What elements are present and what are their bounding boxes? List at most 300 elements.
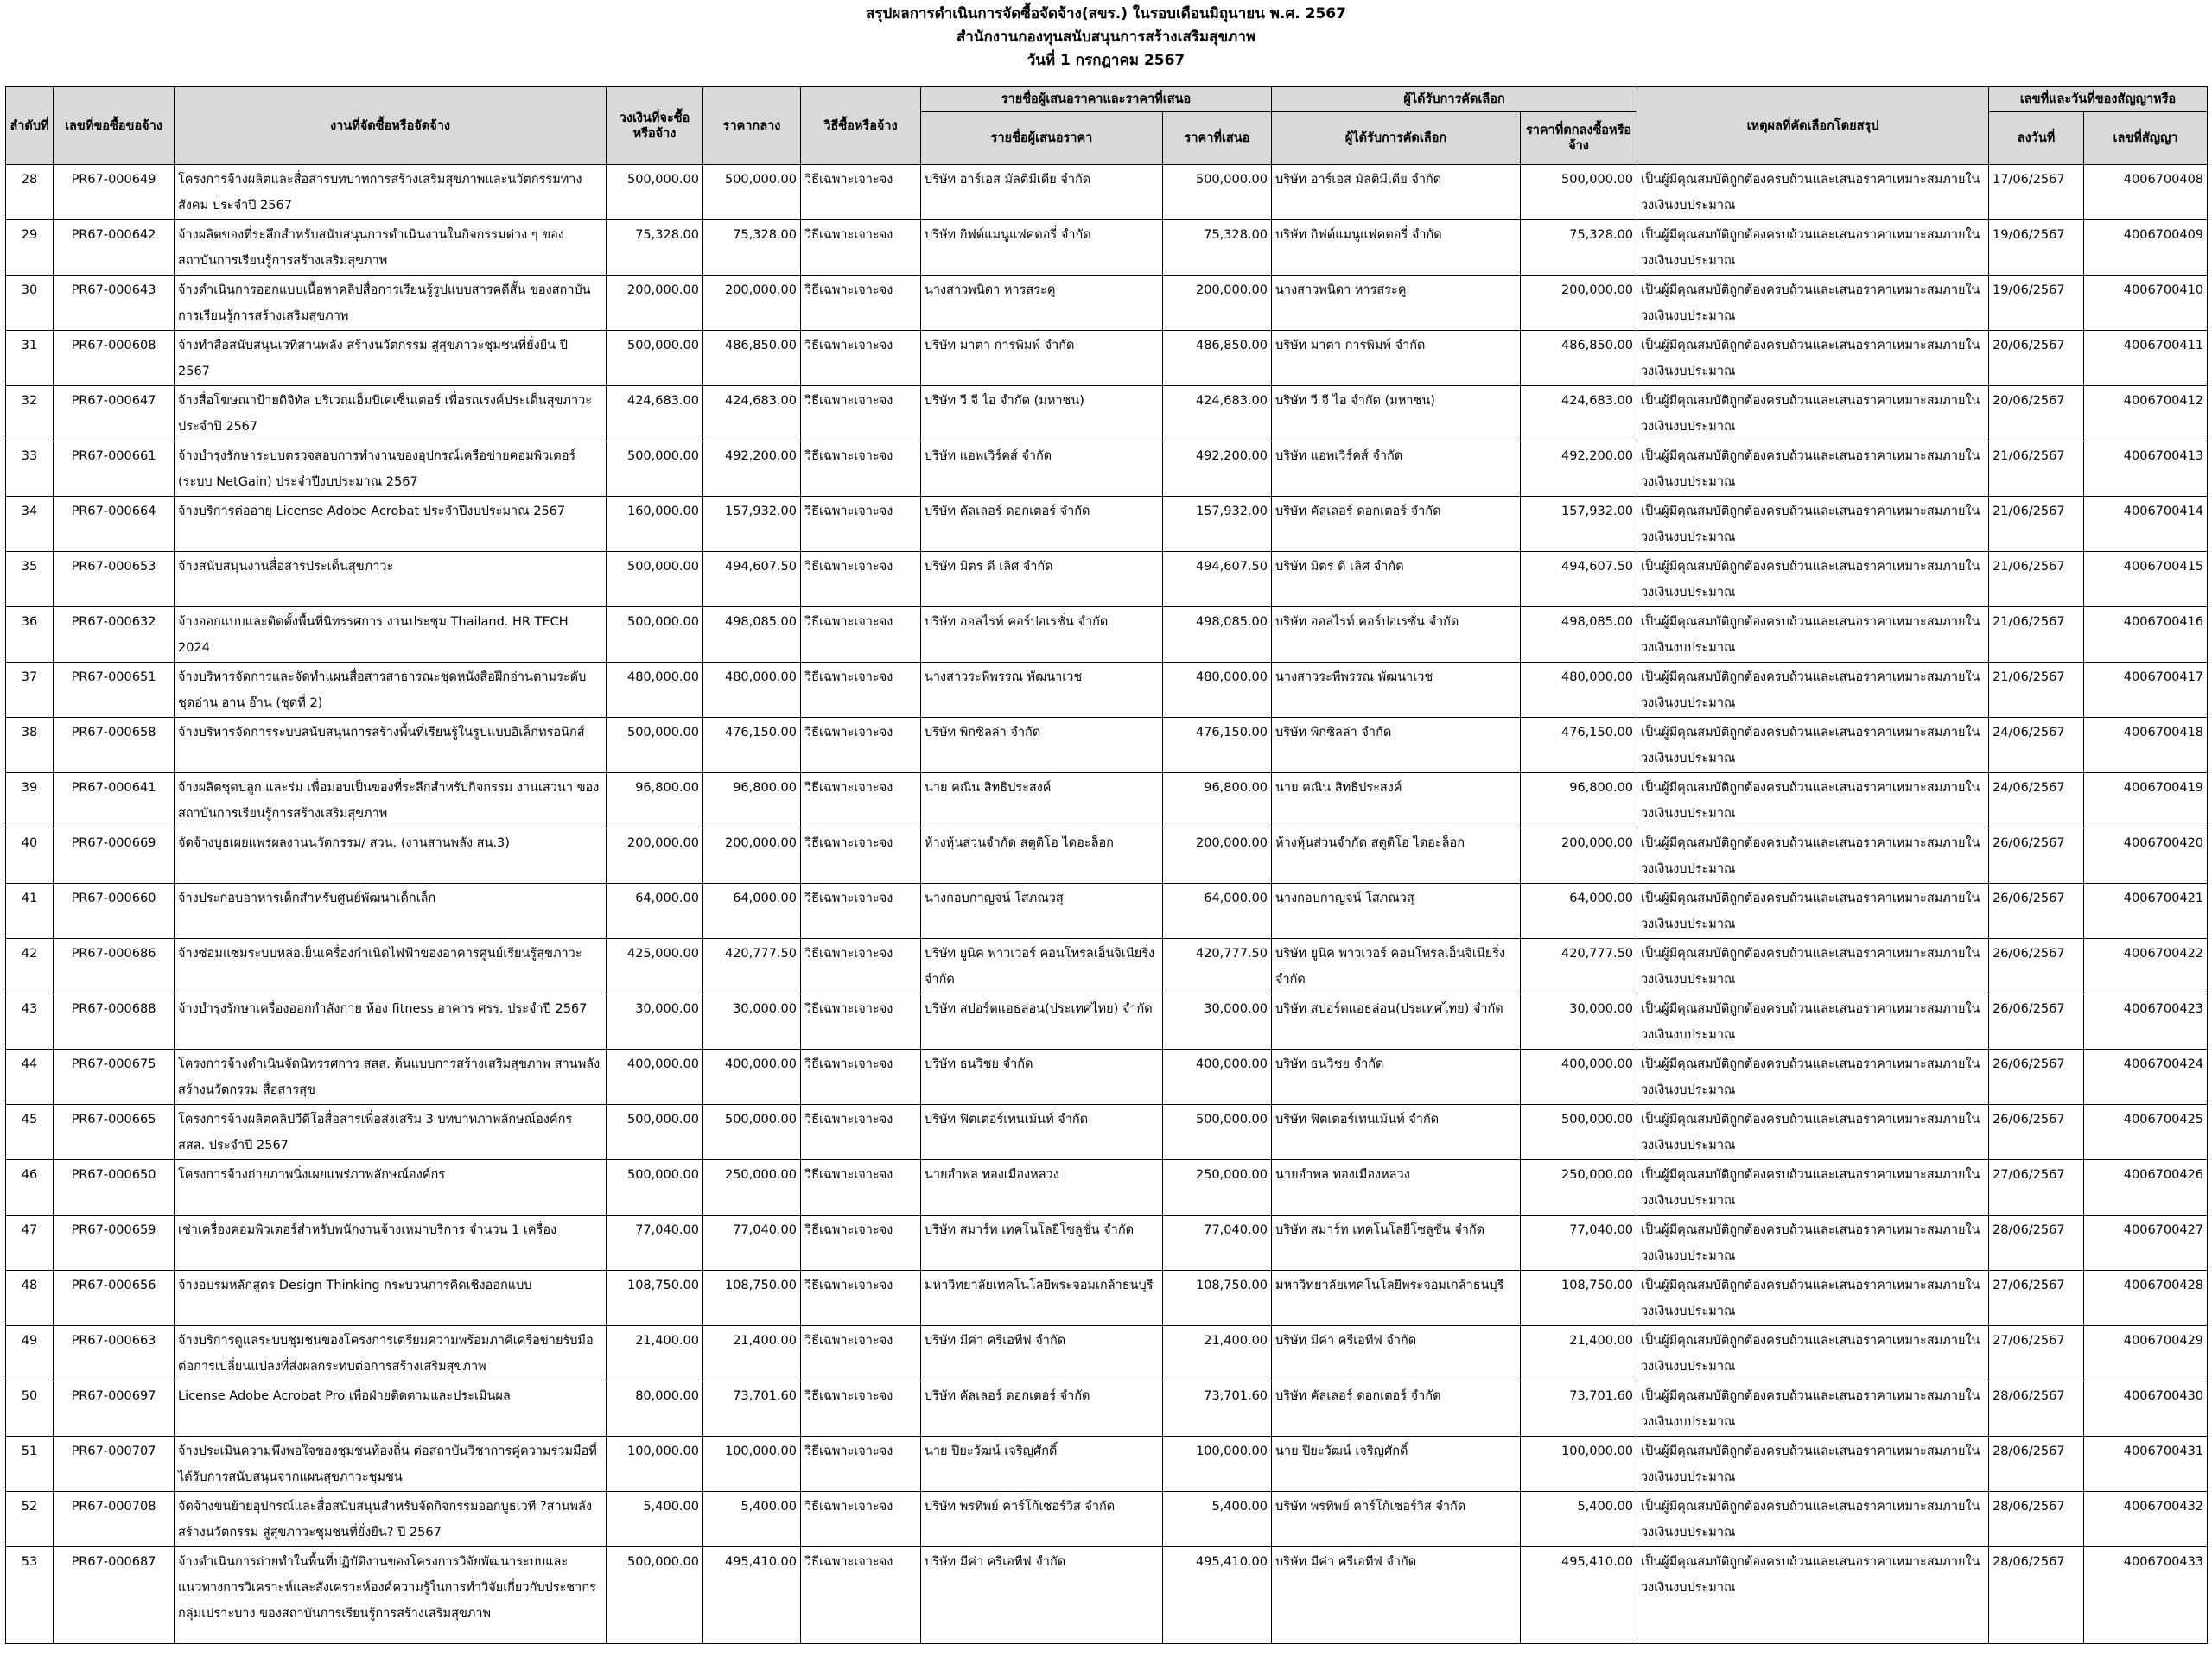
row-bid-price: 200,000.00 (1163, 828, 1272, 884)
row-bidder: นาย คณิน สิทธิประสงค์ (921, 773, 1163, 828)
row-reason: เป็นผู้มีคุณสมบัติถูกต้องครบถ้วนและเสนอราคาเหมาะสมภายในวงเงินงบประมาณ (1637, 497, 1989, 552)
row-contract-number: 4006700410 (2084, 276, 2208, 331)
row-bid-price: 400,000.00 (1163, 1050, 1272, 1105)
row-bidder: บริษัท สมาร์ท เทคโนโลยีโซลูชั่น จำกัด (921, 1216, 1163, 1271)
row-bid-price: 486,850.00 (1163, 331, 1272, 386)
row-item: จ้างบำรุงรักษาเครื่องออกกำลังกาย ห้อง fitness อาคาร ศรร. ประจำปี 2567 (175, 994, 607, 1050)
row-item: จ้างบำรุงรักษาระบบตรวจสอบการทำงานของอุปกรณ์เครือข่ายคอมพิวเตอร์ (ระบบ NetGain) ประจำปีงบประมาณ 2567 (175, 441, 607, 497)
row-bid-price: 100,000.00 (1163, 1437, 1272, 1492)
row-reason: เป็นผู้มีคุณสมบัติถูกต้องครบถ้วนและเสนอราคาเหมาะสมภายในวงเงินงบประมาณ (1637, 552, 1989, 607)
row-contract-number: 4006700412 (2084, 386, 2208, 441)
row-method: วิธีเฉพาะเจาะจง (801, 165, 921, 220)
row-method: วิธีเฉพาะเจาะจง (801, 1050, 921, 1105)
row-median-price: 492,200.00 (703, 441, 801, 497)
row-agreed-price: 30,000.00 (1521, 994, 1637, 1050)
row-selected: บริษัท คัลเลอร์ ดอกเตอร์ จำกัด (1272, 497, 1521, 552)
row-agreed-price: 96,800.00 (1521, 773, 1637, 828)
row-median-price: 480,000.00 (703, 663, 801, 718)
table-row (6, 1271, 2208, 1326)
row-bid-price: 498,085.00 (1163, 607, 1272, 663)
row-bidder: บริษัท คัลเลอร์ ดอกเตอร์ จำกัด (921, 497, 1163, 552)
row-method: วิธีเฉพาะเจาะจง (801, 607, 921, 663)
row-median-price: 476,150.00 (703, 718, 801, 773)
row-agreed-price: 200,000.00 (1521, 828, 1637, 884)
row-reason: เป็นผู้มีคุณสมบัติถูกต้องครบถ้วนและเสนอราคาเหมาะสมภายในวงเงินงบประมาณ (1637, 1271, 1989, 1326)
row-method: วิธีเฉพาะเจาะจง (801, 994, 921, 1050)
row-no: 51 (6, 1437, 54, 1492)
row-bid-price: 30,000.00 (1163, 994, 1272, 1050)
row-bidder: นางสาวพนิดา หารสระคู (921, 276, 1163, 331)
row-method: วิธีเฉพาะเจาะจง (801, 497, 921, 552)
row-selected: บริษัท กิฟต์แมนูแฟคตอรี่ จำกัด (1272, 220, 1521, 276)
row-signed-date: 28/06/2567 (1989, 1492, 2084, 1547)
row-budget: 77,040.00 (607, 1216, 703, 1271)
row-median-price: 100,000.00 (703, 1437, 801, 1492)
row-no: 32 (6, 386, 54, 441)
row-pr-number: PR67-000687 (54, 1547, 175, 1644)
col-pr-header: เลขที่ขอซื้อขอจ้าง (54, 87, 175, 165)
row-agreed-price: 400,000.00 (1521, 1050, 1637, 1105)
row-signed-date: 26/06/2567 (1989, 1050, 2084, 1105)
row-budget: 108,750.00 (607, 1271, 703, 1326)
row-bidder: นางสาวระพีพรรณ พัฒนาเวช (921, 663, 1163, 718)
row-reason: เป็นผู้มีคุณสมบัติถูกต้องครบถ้วนและเสนอราคาเหมาะสมภายในวงเงินงบประมาณ (1637, 1326, 1989, 1381)
row-item: เช่าเครื่องคอมพิวเตอร์สำหรับพนักงานจ้างเหมาบริการ จำนวน 1 เครื่อง (175, 1216, 607, 1271)
table-row (6, 1547, 2208, 1644)
row-agreed-price: 64,000.00 (1521, 884, 1637, 939)
row-reason: เป็นผู้มีคุณสมบัติถูกต้องครบถ้วนและเสนอราคาเหมาะสมภายในวงเงินงบประมาณ (1637, 441, 1989, 497)
row-item: โครงการจ้างผลิตคลิปวีดีโอสื่อสารเพื่อส่งเสริม 3 บทบาทภาพลักษณ์องค์กร สสส. ประจำปี 2567 (175, 1105, 607, 1160)
row-median-price: 500,000.00 (703, 1105, 801, 1160)
row-no: 35 (6, 552, 54, 607)
row-median-price: 486,850.00 (703, 331, 801, 386)
row-pr-number: PR67-000661 (54, 441, 175, 497)
row-method: วิธีเฉพาะเจาะจง (801, 663, 921, 718)
row-bidder: บริษัท ธนวิชย จำกัด (921, 1050, 1163, 1105)
row-signed-date: 26/06/2567 (1989, 939, 2084, 994)
row-reason: เป็นผู้มีคุณสมบัติถูกต้องครบถ้วนและเสนอราคาเหมาะสมภายในวงเงินงบประมาณ (1637, 1381, 1989, 1437)
row-budget: 200,000.00 (607, 828, 703, 884)
col-contract-header: เลขที่สัญญา (2084, 112, 2208, 165)
row-signed-date: 21/06/2567 (1989, 441, 2084, 497)
row-budget: 200,000.00 (607, 276, 703, 331)
row-method: วิธีเฉพาะเจาะจง (801, 939, 921, 994)
row-item: จ้างผลิตชุดปลูก และร่ม เพื่อมอบเป็นของที่ระลึกสำหรับกิจกรรม งานเสวนา ของสถาบันการเรียนรู้การสร้างเสริมสุขภาพ (175, 773, 607, 828)
row-reason: เป็นผู้มีคุณสมบัติถูกต้องครบถ้วนและเสนอราคาเหมาะสมภายในวงเงินงบประมาณ (1637, 773, 1989, 828)
row-item: จ้างบริการต่ออายุ License Adobe Acrobat ประจำปีงบประมาณ 2567 (175, 497, 607, 552)
row-median-price: 494,607.50 (703, 552, 801, 607)
row-selected: บริษัท มาตา การพิมพ์ จำกัด (1272, 331, 1521, 386)
table-row (6, 441, 2208, 497)
row-contract-number: 4006700422 (2084, 939, 2208, 994)
row-agreed-price: 157,932.00 (1521, 497, 1637, 552)
row-agreed-price: 200,000.00 (1521, 276, 1637, 331)
table-row (6, 994, 2208, 1050)
row-contract-number: 4006700417 (2084, 663, 2208, 718)
row-contract-number: 4006700413 (2084, 441, 2208, 497)
row-median-price: 157,932.00 (703, 497, 801, 552)
row-contract-number: 4006700418 (2084, 718, 2208, 773)
row-reason: เป็นผู้มีคุณสมบัติถูกต้องครบถ้วนและเสนอราคาเหมาะสมภายในวงเงินงบประมาณ (1637, 884, 1989, 939)
col-date-header: ลงวันที่ (1989, 112, 2084, 165)
row-bidder: ห้างหุ้นส่วนจำกัด สตูดิโอ ไดอะล็อก (921, 828, 1163, 884)
row-budget: 64,000.00 (607, 884, 703, 939)
row-method: วิธีเฉพาะเจาะจง (801, 773, 921, 828)
row-selected: บริษัท แอพเวิร์คส์ จำกัด (1272, 441, 1521, 497)
row-method: วิธีเฉพาะเจาะจง (801, 552, 921, 607)
row-bidder: บริษัท ออลไรท์ คอร์ปอเรชั่น จำกัด (921, 607, 1163, 663)
row-budget: 30,000.00 (607, 994, 703, 1050)
row-bid-price: 500,000.00 (1163, 1105, 1272, 1160)
row-item: จ้างประเมินความพึงพอใจของชุมชนท้องถิ่น ต่อสถาบันวิชาการคู่ความร่วมมือที่ได้รับการสนับสนุนจากแผนสุขภาวะชุมชน (175, 1437, 607, 1492)
row-median-price: 77,040.00 (703, 1216, 801, 1271)
row-selected: นาย ปิยะวัฒน์ เจริญศักดิ์ (1272, 1437, 1521, 1492)
row-contract-number: 4006700420 (2084, 828, 2208, 884)
row-item: จัดจ้างบูธเผยแพร่ผลงานนวัตกรรม/ สวน. (งานสานพลัง สน.3) (175, 828, 607, 884)
row-item: จ้างผลิตของที่ระลึกสำหรับสนับสนุนการดำเนินงานในกิจกรรมต่าง ๆ ของสถาบันการเรียนรู้การสร้างเสริมสุขภาพ (175, 220, 607, 276)
row-no: 42 (6, 939, 54, 994)
row-pr-number: PR67-000632 (54, 607, 175, 663)
row-agreed-price: 250,000.00 (1521, 1160, 1637, 1216)
row-signed-date: 21/06/2567 (1989, 497, 2084, 552)
row-bid-price: 492,200.00 (1163, 441, 1272, 497)
row-median-price: 75,328.00 (703, 220, 801, 276)
col-contract-group-header: เลขที่และวันที่ของสัญญาหรือ (1989, 87, 2208, 112)
row-pr-number: PR67-000643 (54, 276, 175, 331)
row-method: วิธีเฉพาะเจาะจง (801, 1105, 921, 1160)
row-bidder: บริษัท มาตา การพิมพ์ จำกัด (921, 331, 1163, 386)
table-header (6, 87, 2208, 165)
row-reason: เป็นผู้มีคุณสมบัติถูกต้องครบถ้วนและเสนอราคาเหมาะสมภายในวงเงินงบประมาณ (1637, 1216, 1989, 1271)
row-contract-number: 4006700416 (2084, 607, 2208, 663)
row-bidder: บริษัท มีค่า ครีเอทีฟ จำกัด (921, 1547, 1163, 1644)
row-pr-number: PR67-000641 (54, 773, 175, 828)
row-agreed-price: 480,000.00 (1521, 663, 1637, 718)
row-budget: 500,000.00 (607, 718, 703, 773)
row-bidder: นางกอบกาญจน์ โสภณวสุ (921, 884, 1163, 939)
row-signed-date: 27/06/2567 (1989, 1326, 2084, 1381)
row-budget: 500,000.00 (607, 607, 703, 663)
row-signed-date: 27/06/2567 (1989, 1160, 2084, 1216)
row-contract-number: 4006700415 (2084, 552, 2208, 607)
row-pr-number: PR67-000688 (54, 994, 175, 1050)
row-no: 38 (6, 718, 54, 773)
col-item-header: งานที่จัดซื้อหรือจัดจ้าง (175, 87, 607, 165)
row-signed-date: 19/06/2567 (1989, 220, 2084, 276)
table-row (6, 1381, 2208, 1437)
table-row (6, 1216, 2208, 1271)
row-reason: เป็นผู้มีคุณสมบัติถูกต้องครบถ้วนและเสนอราคาเหมาะสมภายในวงเงินงบประมาณ (1637, 331, 1989, 386)
row-contract-number: 4006700423 (2084, 994, 2208, 1050)
row-budget: 500,000.00 (607, 1547, 703, 1644)
row-budget: 425,000.00 (607, 939, 703, 994)
table-row (6, 718, 2208, 773)
row-contract-number: 4006700426 (2084, 1160, 2208, 1216)
row-item: จ้างทำสื่อสนับสนุนเวทีสานพลัง สร้างนวัตกรรม สู่สุขภาวะชุมชนที่ยั่งยืน ปี 2567 (175, 331, 607, 386)
row-agreed-price: 21,400.00 (1521, 1326, 1637, 1381)
row-bid-price: 73,701.60 (1163, 1381, 1272, 1437)
row-reason: เป็นผู้มีคุณสมบัติถูกต้องครบถ้วนและเสนอราคาเหมาะสมภายในวงเงินงบประมาณ (1637, 165, 1989, 220)
row-pr-number: PR67-000608 (54, 331, 175, 386)
row-agreed-price: 100,000.00 (1521, 1437, 1637, 1492)
row-contract-number: 4006700409 (2084, 220, 2208, 276)
row-budget: 500,000.00 (607, 441, 703, 497)
row-signed-date: 20/06/2567 (1989, 331, 2084, 386)
row-item: จ้างสนับสนุนงานสื่อสารประเด็นสุขภาวะ (175, 552, 607, 607)
row-selected: บริษัท ยูนิค พาวเวอร์ คอนโทรลเอ็นจิเนียริ่ง จำกัด (1272, 939, 1521, 994)
row-bid-price: 21,400.00 (1163, 1326, 1272, 1381)
col-bidder-header: รายชื่อผู้เสนอราคา (921, 112, 1163, 165)
row-budget: 160,000.00 (607, 497, 703, 552)
row-signed-date: 17/06/2567 (1989, 165, 2084, 220)
table-row (6, 552, 2208, 607)
row-pr-number: PR67-000659 (54, 1216, 175, 1271)
row-bidder: บริษัท คัลเลอร์ ดอกเตอร์ จำกัด (921, 1381, 1163, 1437)
row-budget: 424,683.00 (607, 386, 703, 441)
row-bid-price: 480,000.00 (1163, 663, 1272, 718)
row-selected: ห้างหุ้นส่วนจำกัด สตูดิโอ ไดอะล็อก (1272, 828, 1521, 884)
row-reason: เป็นผู้มีคุณสมบัติถูกต้องครบถ้วนและเสนอราคาเหมาะสมภายในวงเงินงบประมาณ (1637, 1547, 1989, 1644)
row-bidder: บริษัท สปอร์ตแอธล่อน(ประเทศไทย) จำกัด (921, 994, 1163, 1050)
row-method: วิธีเฉพาะเจาะจง (801, 386, 921, 441)
row-no: 41 (6, 884, 54, 939)
row-signed-date: 26/06/2567 (1989, 828, 2084, 884)
row-selected: นางสาวพนิดา หารสระคู (1272, 276, 1521, 331)
row-bidder: บริษัท อาร์เอส มัลติมีเดีย จำกัด (921, 165, 1163, 220)
row-budget: 96,800.00 (607, 773, 703, 828)
row-budget: 21,400.00 (607, 1326, 703, 1381)
row-agreed-price: 420,777.50 (1521, 939, 1637, 994)
row-no: 50 (6, 1381, 54, 1437)
row-pr-number: PR67-000656 (54, 1271, 175, 1326)
row-reason: เป็นผู้มีคุณสมบัติถูกต้องครบถ้วนและเสนอราคาเหมาะสมภายในวงเงินงบประมาณ (1637, 1050, 1989, 1105)
row-item: จ้างบริหารจัดการระบบสนับสนุนการสร้างพื้นที่เรียนรู้ในรูปแบบอิเล็กทรอนิกส์ (175, 718, 607, 773)
row-signed-date: 21/06/2567 (1989, 663, 2084, 718)
row-selected: บริษัท พรทิพย์ คาร์โก้เซอร์วิส จำกัด (1272, 1492, 1521, 1547)
row-bid-price: 96,800.00 (1163, 773, 1272, 828)
row-contract-number: 4006700430 (2084, 1381, 2208, 1437)
row-method: วิธีเฉพาะเจาะจง (801, 1216, 921, 1271)
row-signed-date: 26/06/2567 (1989, 1105, 2084, 1160)
row-budget: 500,000.00 (607, 1105, 703, 1160)
table-row (6, 1160, 2208, 1216)
table-row (6, 663, 2208, 718)
report-title: สรุปผลการดำเนินการจัดซื้อจัดจ้าง(สขร.) ในรอบเดือนมิถุนายน พ.ศ. 2567 (866, 5, 1346, 22)
row-reason: เป็นผู้มีคุณสมบัติถูกต้องครบถ้วนและเสนอราคาเหมาะสมภายในวงเงินงบประมาณ (1637, 828, 1989, 884)
row-median-price: 96,800.00 (703, 773, 801, 828)
row-budget: 480,000.00 (607, 663, 703, 718)
row-selected: บริษัท พิกซิลล่า จำกัด (1272, 718, 1521, 773)
row-no: 36 (6, 607, 54, 663)
row-item: จ้างออกแบบและติดตั้งพื้นที่นิทรรศการ งานประชุม Thailand. HR TECH 2024 (175, 607, 607, 663)
row-bidder: นาย ปิยะวัฒน์ เจริญศักดิ์ (921, 1437, 1163, 1492)
row-bid-price: 5,400.00 (1163, 1492, 1272, 1547)
row-reason: เป็นผู้มีคุณสมบัติถูกต้องครบถ้วนและเสนอราคาเหมาะสมภายในวงเงินงบประมาณ (1637, 276, 1989, 331)
row-signed-date: 20/06/2567 (1989, 386, 2084, 441)
row-selected: นางกอบกาญจน์ โสภณวสุ (1272, 884, 1521, 939)
row-pr-number: PR67-000650 (54, 1160, 175, 1216)
row-pr-number: PR67-000686 (54, 939, 175, 994)
row-no: 40 (6, 828, 54, 884)
row-pr-number: PR67-000707 (54, 1437, 175, 1492)
row-pr-number: PR67-000663 (54, 1326, 175, 1381)
row-median-price: 495,410.00 (703, 1547, 801, 1644)
row-method: วิธีเฉพาะเจาะจง (801, 1547, 921, 1644)
row-selected: มหาวิทยาลัยเทคโนโลยีพระจอมเกล้าธนบุรี (1272, 1271, 1521, 1326)
row-contract-number: 4006700419 (2084, 773, 2208, 828)
row-agreed-price: 486,850.00 (1521, 331, 1637, 386)
row-agreed-price: 77,040.00 (1521, 1216, 1637, 1271)
row-agreed-price: 500,000.00 (1521, 1105, 1637, 1160)
row-pr-number: PR67-000660 (54, 884, 175, 939)
row-item: จ้างซ่อมแซมระบบหล่อเย็นเครื่องกำเนิดไฟฟ้าของอาคารศูนย์เรียนรู้สุขภาวะ (175, 939, 607, 994)
row-contract-number: 4006700432 (2084, 1492, 2208, 1547)
row-contract-number: 4006700427 (2084, 1216, 2208, 1271)
row-item: จ้างสื่อโฆษณาป้ายดิจิทัล บริเวณเอ็มบีเคเซ็นเตอร์ เพื่อรณรงค์ประเด็นสุขภาวะ ประจำปี 2567 (175, 386, 607, 441)
row-contract-number: 4006700408 (2084, 165, 2208, 220)
row-pr-number: PR67-000664 (54, 497, 175, 552)
row-method: วิธีเฉพาะเจาะจง (801, 1381, 921, 1437)
row-pr-number: PR67-000665 (54, 1105, 175, 1160)
row-method: วิธีเฉพาะเจาะจง (801, 1326, 921, 1381)
row-bid-price: 424,683.00 (1163, 386, 1272, 441)
row-method: วิธีเฉพาะเจาะจง (801, 718, 921, 773)
row-bidder: บริษัท แอพเวิร์คส์ จำกัด (921, 441, 1163, 497)
row-no: 37 (6, 663, 54, 718)
row-bidder: นายอำพล ทองเมืองหลวง (921, 1160, 1163, 1216)
row-reason: เป็นผู้มีคุณสมบัติถูกต้องครบถ้วนและเสนอราคาเหมาะสมภายในวงเงินงบประมาณ (1637, 220, 1989, 276)
row-reason: เป็นผู้มีคุณสมบัติถูกต้องครบถ้วนและเสนอราคาเหมาะสมภายในวงเงินงบประมาณ (1637, 386, 1989, 441)
report-title-block (0, 0, 2212, 73)
row-median-price: 73,701.60 (703, 1381, 801, 1437)
table-row (6, 1492, 2208, 1547)
row-reason: เป็นผู้มีคุณสมบัติถูกต้องครบถ้วนและเสนอราคาเหมาะสมภายในวงเงินงบประมาณ (1637, 1437, 1989, 1492)
row-no: 49 (6, 1326, 54, 1381)
row-method: วิธีเฉพาะเจาะจง (801, 1160, 921, 1216)
row-bidder: บริษัท ยูนิค พาวเวอร์ คอนโทรลเอ็นจิเนียริ่ง จำกัด (921, 939, 1163, 994)
table-row (6, 1437, 2208, 1492)
row-signed-date: 21/06/2567 (1989, 552, 2084, 607)
table-row (6, 331, 2208, 386)
row-pr-number: PR67-000647 (54, 386, 175, 441)
row-bidder: บริษัท วี จี ไอ จำกัด (มหาชน) (921, 386, 1163, 441)
row-no: 28 (6, 165, 54, 220)
row-pr-number: PR67-000649 (54, 165, 175, 220)
table-row (6, 828, 2208, 884)
row-agreed-price: 73,701.60 (1521, 1381, 1637, 1437)
col-method-header: วิธีซื้อหรือจ้าง (801, 87, 921, 165)
row-contract-number: 4006700433 (2084, 1547, 2208, 1644)
row-item: จ้างประกอบอาหารเด็กสำหรับศูนย์พัฒนาเด็กเล็ก (175, 884, 607, 939)
row-selected: นาย คณิน สิทธิประสงค์ (1272, 773, 1521, 828)
row-item: จ้างอบรมหลักสูตร Design Thinking กระบวนการคิดเชิงออกแบบ (175, 1271, 607, 1326)
row-budget: 400,000.00 (607, 1050, 703, 1105)
row-signed-date: 26/06/2567 (1989, 884, 2084, 939)
row-item: จ้างดำเนินการถ่ายทำในพื้นที่ปฏิบัติงานของโครงการวิจัยพัฒนาระบบและแนวทางการวิเคราะห์และสังเคราะห์องค์ความรู้ในการทำวิจัยเกี่ยวกับประชากรกลุ่มเปราะบาง ของสถาบันการเรียนรู้การสร้างเสริมสุขภาพ (175, 1547, 607, 1644)
row-pr-number: PR67-000675 (54, 1050, 175, 1105)
row-no: 43 (6, 994, 54, 1050)
row-pr-number: PR67-000651 (54, 663, 175, 718)
row-no: 53 (6, 1547, 54, 1644)
row-median-price: 400,000.00 (703, 1050, 801, 1105)
table-row (6, 276, 2208, 331)
row-selected: นางสาวระพีพรรณ พัฒนาเวช (1272, 663, 1521, 718)
row-agreed-price: 108,750.00 (1521, 1271, 1637, 1326)
row-bid-price: 495,410.00 (1163, 1547, 1272, 1644)
row-signed-date: 24/06/2567 (1989, 773, 2084, 828)
row-signed-date: 28/06/2567 (1989, 1381, 2084, 1437)
row-bid-price: 494,607.50 (1163, 552, 1272, 607)
row-bidder: บริษัท ฟิตเตอร์เทนเม้นท์ จำกัด (921, 1105, 1163, 1160)
table-row (6, 1326, 2208, 1381)
row-agreed-price: 476,150.00 (1521, 718, 1637, 773)
row-contract-number: 4006700414 (2084, 497, 2208, 552)
row-bid-price: 77,040.00 (1163, 1216, 1272, 1271)
row-selected: บริษัท มิตร ดี เลิศ จำกัด (1272, 552, 1521, 607)
table-row (6, 220, 2208, 276)
row-no: 44 (6, 1050, 54, 1105)
row-selected: บริษัท วี จี ไอ จำกัด (มหาชน) (1272, 386, 1521, 441)
row-signed-date: 28/06/2567 (1989, 1547, 2084, 1644)
row-contract-number: 4006700424 (2084, 1050, 2208, 1105)
row-no: 52 (6, 1492, 54, 1547)
row-selected: บริษัท คัลเลอร์ ดอกเตอร์ จำกัด (1272, 1381, 1521, 1437)
row-selected: บริษัท สปอร์ตแอธล่อน(ประเทศไทย) จำกัด (1272, 994, 1521, 1050)
row-reason: เป็นผู้มีคุณสมบัติถูกต้องครบถ้วนและเสนอราคาเหมาะสมภายในวงเงินงบประมาณ (1637, 1160, 1989, 1216)
col-reason-header: เหตุผลที่คัดเลือกโดยสรุป (1637, 87, 1989, 165)
row-bidder: บริษัท มิตร ดี เลิศ จำกัด (921, 552, 1163, 607)
table-row (6, 386, 2208, 441)
col-selected-header: ผู้ได้รับการคัดเลือก (1272, 112, 1521, 165)
row-reason: เป็นผู้มีคุณสมบัติถูกต้องครบถ้วนและเสนอราคาเหมาะสมภายในวงเงินงบประมาณ (1637, 939, 1989, 994)
col-bid-header: ราคาที่เสนอ (1163, 112, 1272, 165)
table-body (6, 165, 2208, 1644)
row-selected: บริษัท ฟิตเตอร์เทนเม้นท์ จำกัด (1272, 1105, 1521, 1160)
row-budget: 80,000.00 (607, 1381, 703, 1437)
row-reason: เป็นผู้มีคุณสมบัติถูกต้องครบถ้วนและเสนอราคาเหมาะสมภายในวงเงินงบประมาณ (1637, 607, 1989, 663)
col-median-header: ราคากลาง (703, 87, 801, 165)
row-signed-date: 28/06/2567 (1989, 1216, 2084, 1271)
row-contract-number: 4006700431 (2084, 1437, 2208, 1492)
table-row (6, 773, 2208, 828)
row-method: วิธีเฉพาะเจาะจง (801, 884, 921, 939)
row-method: วิธีเฉพาะเจาะจง (801, 441, 921, 497)
row-bid-price: 108,750.00 (1163, 1271, 1272, 1326)
row-item: จ้างดำเนินการออกแบบเนื้อหาคลิปสื่อการเรียนรู้รูปแบบสารคดีสั้น ของสถาบันการเรียนรู้การสร้างเสริมสุขภาพ (175, 276, 607, 331)
row-selected: บริษัท ธนวิชย จำกัด (1272, 1050, 1521, 1105)
row-agreed-price: 492,200.00 (1521, 441, 1637, 497)
row-median-price: 424,683.00 (703, 386, 801, 441)
col-no-header: ลำดับที่ (6, 87, 54, 165)
report-organization: สำนักงานกองทุนสนับสนุนการสร้างเสริมสุขภาพ (956, 29, 1256, 46)
row-budget: 500,000.00 (607, 1160, 703, 1216)
row-method: วิธีเฉพาะเจาะจง (801, 220, 921, 276)
row-bidder: บริษัท มีค่า ครีเอทีฟ จำกัด (921, 1326, 1163, 1381)
row-signed-date: 21/06/2567 (1989, 607, 2084, 663)
row-pr-number: PR67-000708 (54, 1492, 175, 1547)
row-median-price: 200,000.00 (703, 828, 801, 884)
row-method: วิธีเฉพาะเจาะจง (801, 1437, 921, 1492)
row-no: 47 (6, 1216, 54, 1271)
row-reason: เป็นผู้มีคุณสมบัติถูกต้องครบถ้วนและเสนอราคาเหมาะสมภายในวงเงินงบประมาณ (1637, 663, 1989, 718)
row-median-price: 64,000.00 (703, 884, 801, 939)
row-median-price: 5,400.00 (703, 1492, 801, 1547)
col-budget-header: วงเงินที่จะซื้อหรือจ้าง (607, 87, 703, 165)
col-bidders-group-header: รายชื่อผู้เสนอราคาและราคาที่เสนอ (921, 87, 1272, 112)
row-item: จ้างบริหารจัดการและจัดทำแผนสื่อสารสาธารณะชุดหนังสือฝึกอ่านตามระดับชุดอ่าน อาน อ๊าน (ชุดที่ 2) (175, 663, 607, 718)
row-agreed-price: 500,000.00 (1521, 165, 1637, 220)
row-no: 34 (6, 497, 54, 552)
